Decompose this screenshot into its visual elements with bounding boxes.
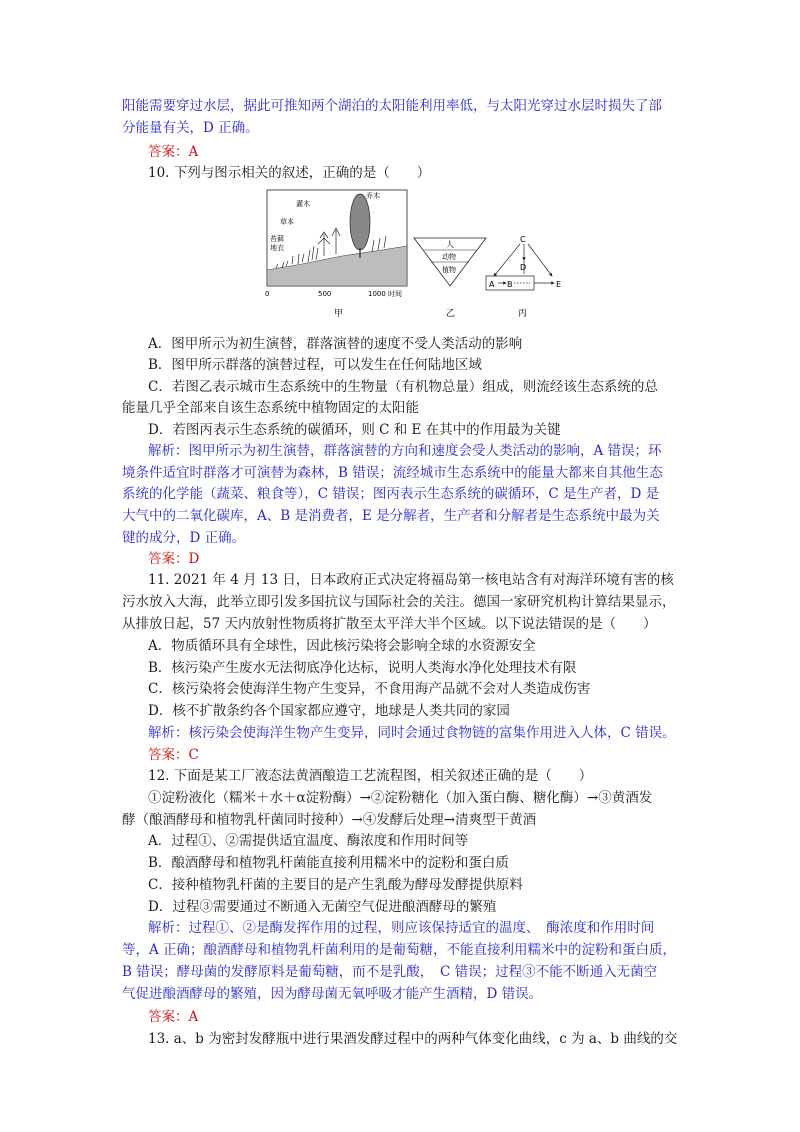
figure-panel — [262, 186, 572, 330]
x-tick: 500 — [318, 290, 332, 298]
text-line: B 错误；酵母菌的发酵原料是葡萄糖，而不是乳酸， C 错误；过程③不能不断通入无菌空 — [122, 964, 658, 980]
figure-caption-jia: 甲 — [334, 309, 344, 319]
text-line: 从排放日起，57 天内放射性物质将扩散至太平洋大半个区域。以下说法错误的是（ ） — [122, 616, 657, 632]
figure-bing — [486, 235, 561, 319]
text-line: 11. 2021 年 4 月 13 日，日本政府正式决定将福岛第一核电站含有对海洋环境有害的核 — [148, 572, 674, 588]
cycle-node: A — [489, 280, 495, 289]
text-line: 键的成分，D 正确。 — [122, 530, 246, 546]
text-line: 解析：图甲所示为初生演替，群落演替的方向和速度会受人类活动的影响，A 错误；环 — [148, 443, 662, 459]
text-line: 解析：过程①、②是酶发挥作用的过程，则应该保持适宜的温度、 酶浓度和作用时间 — [148, 920, 655, 936]
plant-label: 草本 — [280, 218, 294, 226]
text-line: D．核不扩散条约各个国家都应遵守，地球是人类共同的家园 — [148, 703, 510, 719]
pyramid-layer: 植物 — [442, 266, 456, 274]
text-line: 10. 下列与图示相关的叙述，正确的是（ ） — [148, 165, 431, 181]
text-line: B．核污染产生废水无法彻底净化达标，说明人类海水净化处理技术有限 — [148, 660, 577, 676]
text-line: 13. a、b 为密封发酵瓶中进行果酒发酵过程中的两种气体变化曲线，c 为 a、b 曲线的交 — [148, 1031, 678, 1047]
cycle-node: D — [520, 263, 527, 272]
text-line: 解析：核污染会使海洋生物产生变异，同时会通过食物链的富集作用进入人体，C 错误。 — [148, 725, 676, 741]
text-line: D．过程③需要通过不断通入无菌空气促进酿酒酵母的繁殖 — [148, 899, 497, 915]
cycle-node: C — [520, 235, 526, 244]
text-line: A．过程①、②需提供适宜温度、酶浓度和作用时间等 — [148, 833, 469, 849]
figure-yi — [414, 238, 486, 319]
text-line: ①淀粉液化（糯米＋水＋α淀粉酶）→②淀粉糖化（加入蛋白酶、糖化酶）→③黄酒发 — [148, 790, 653, 806]
text-line: 阳能需要穿过水层，据此可推知两个湖泊的太阳能利用率低，与太阳光穿过水层时损失了部 — [122, 98, 662, 114]
text-line: 12. 下面是某工厂液态法黄酒酿造工艺流程图，相关叙述正确的是（ ） — [148, 768, 593, 784]
cycle-node: E — [556, 280, 562, 289]
text-line: C．若图乙表示城市生态系统中的生物量（有机物总量）组成，则流经该生态系统的总 — [148, 379, 658, 395]
text-line: 酵（酿酒酵母和植物乳杆菌同时接种）→④发酵后处理→清爽型干黄酒 — [122, 812, 537, 828]
text-line: 答案：D — [148, 551, 200, 567]
text-line: 大气中的二氧化碳库，A、B 是消费者，E 是分解者，生产者和分解者是生态系统中最为关 — [122, 508, 660, 524]
figure-caption-bing: 丙 — [518, 309, 528, 319]
text-line: B．图甲所示群落的演替过程，可以发生在任何陆地区域 — [148, 357, 482, 373]
cycle-node: B — [507, 280, 513, 289]
plant-label: 乔木 — [366, 192, 380, 200]
figure-caption-yi: 乙 — [446, 309, 456, 319]
text-line: 分能量有关，D 正确。 — [122, 120, 259, 136]
plant-label: 灌木 — [296, 200, 310, 208]
figure-svg — [262, 186, 572, 330]
text-line: 等，A 正确；酿酒酵母和植物乳杆菌利用的是葡萄糖，不能直接利用糯米中的淀粉和蛋白质， — [122, 942, 677, 958]
text-line: C．核污染将会使海洋生物产生变异，不食用海产品就不会对人类造成伤害 — [148, 681, 591, 697]
pyramid-layer: 动物 — [442, 253, 456, 261]
figure-jia — [265, 190, 407, 319]
text-line: A．物质循环具有全球性，因此核污染将会影响全球的水资源安全 — [148, 638, 536, 654]
x-unit: 时间 — [388, 290, 402, 298]
text-line: 气促进酿酒酵母的繁殖，因为酵母菌无氧呼吸才能产生酒精，D 错误。 — [122, 986, 543, 1002]
text-line: 答案：C — [148, 747, 199, 763]
text-line: 答案：A — [148, 144, 199, 160]
text-line: 境条件适宜时群落才可演替为森林，B 错误；流经城市生态系统中的能量大都来自其他生态 — [122, 465, 663, 481]
text-line: 能量几乎全部来自该生态系统中植物固定的太阳能 — [122, 400, 419, 416]
plant-label: 地衣 — [270, 244, 284, 252]
text-line: B．酿酒酵母和植物乳杆菌能直接利用糯米中的淀粉和蛋白质 — [148, 855, 509, 871]
text-line: D．若图丙表示生态系统的碳循环，则 C 和 E 在其中的作用最为关键 — [148, 422, 561, 438]
plant-label: 苔藓 — [270, 235, 284, 243]
text-line: 系统的化学能（蔬菜、粮食等），C 错误；图丙表示生态系统的碳循环，C 是生产者，D 是 — [122, 486, 660, 502]
text-line: C．接种植物乳杆菌的主要目的是产生乳酸为酵母发酵提供原料 — [148, 877, 523, 893]
text-line: 答案：A — [148, 1009, 199, 1025]
x-tick: 1000 — [368, 290, 386, 298]
x-tick: 0 — [265, 290, 270, 298]
pyramid-layer: 人 — [446, 240, 454, 249]
text-line: 污水放入大海，此举立即引发多国抗议与国际社会的关注。德国一家研究机构计算结果显示， — [122, 594, 676, 610]
text-line: A．图甲所示为初生演替，群落演替的速度不受人类活动的影响 — [148, 336, 523, 352]
